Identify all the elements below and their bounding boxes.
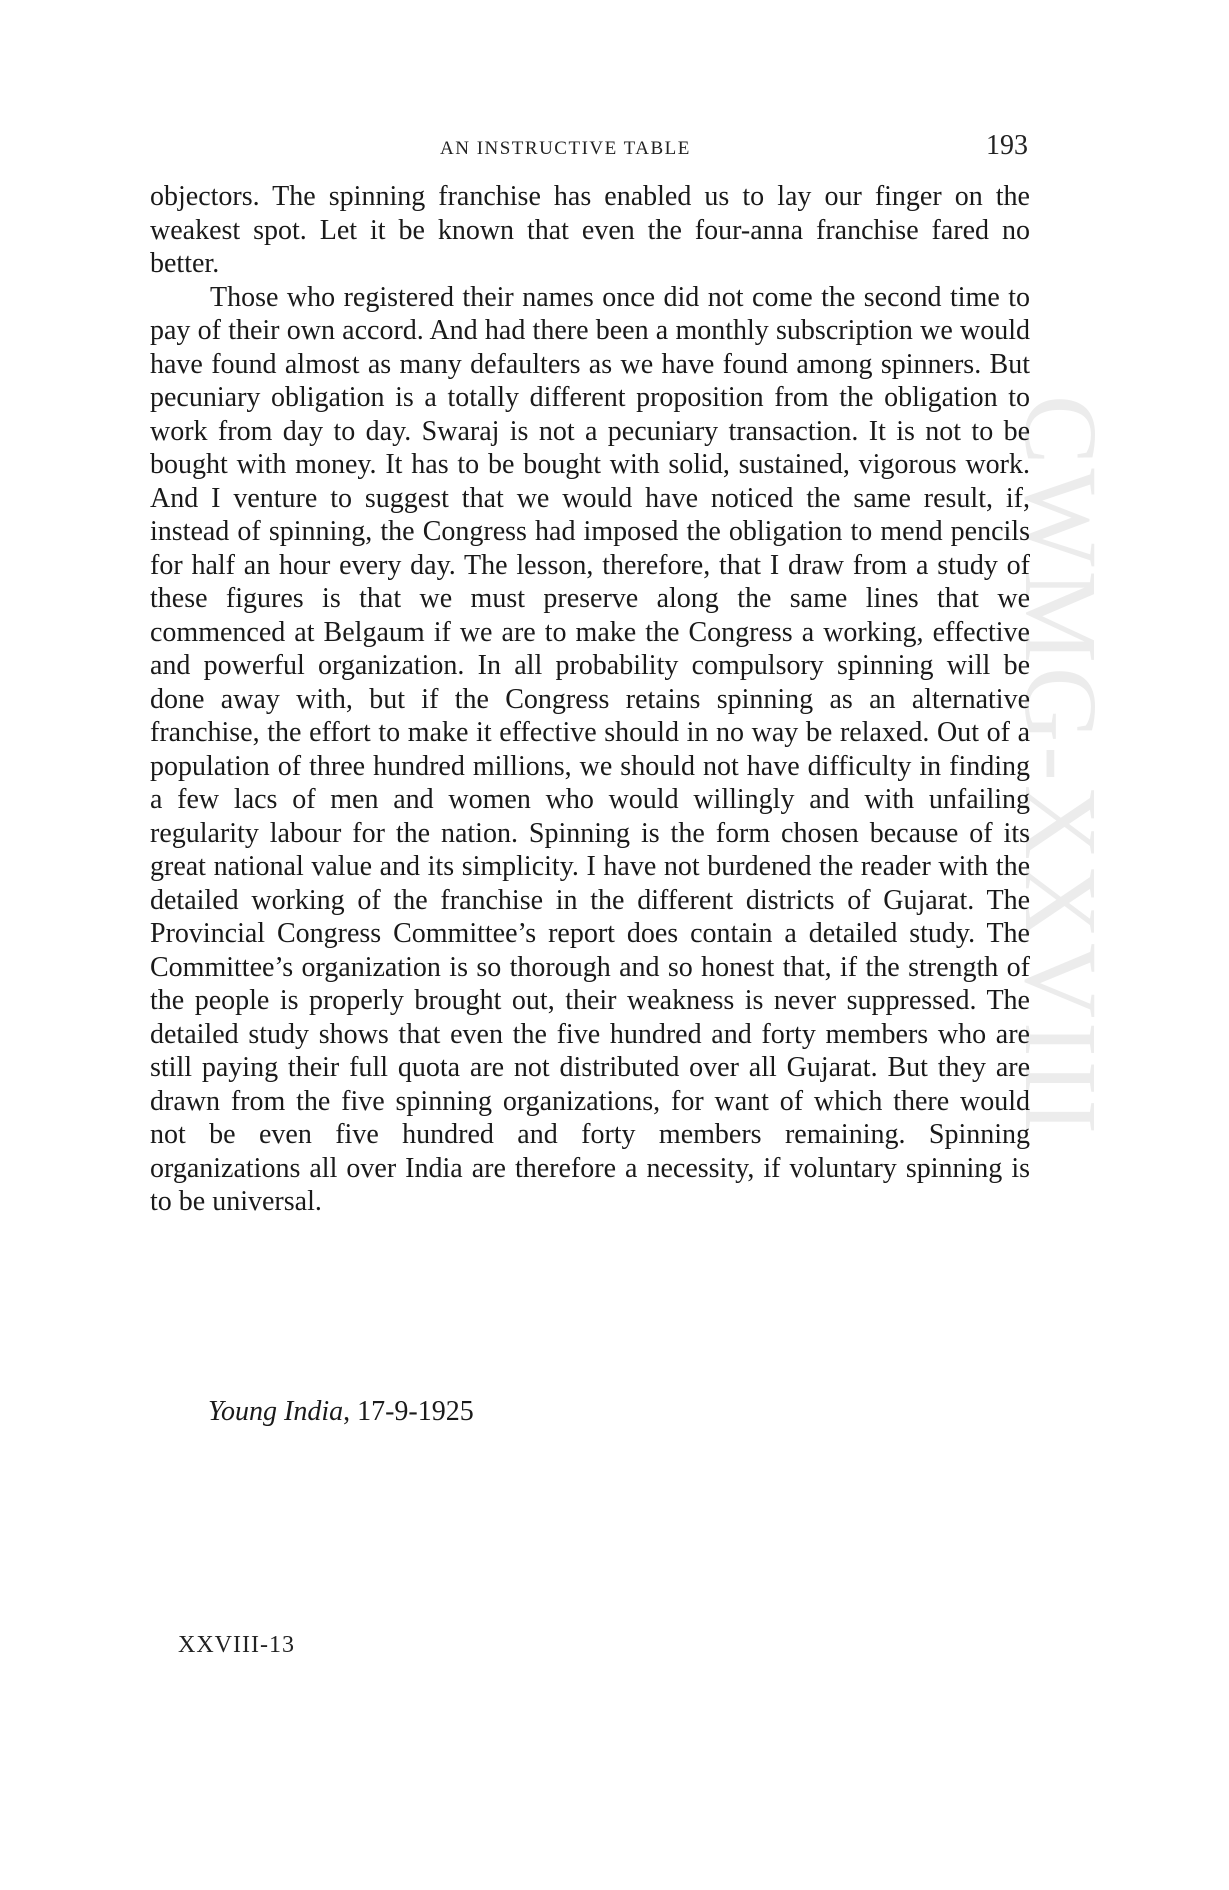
page-number: 193 xyxy=(986,130,1028,161)
source-citation xyxy=(208,1395,474,1429)
signature-mark: XXVIII-13 xyxy=(178,1632,295,1658)
source-date: 17-9-1925 xyxy=(357,1396,474,1427)
watermark-text: CWMG-XXVIII xyxy=(1003,395,1118,1138)
source-separator: , xyxy=(343,1396,358,1427)
paragraph-continuation: objectors. The spinning franchise has enabled us to lay our finger on the weakest spot. Let it be known that even the four-anna franchise fared no better. xyxy=(150,181,1030,279)
running-head: AN INSTRUCTIVE TABLE xyxy=(440,138,691,159)
body-text xyxy=(150,180,1030,1219)
source-publication: Young India xyxy=(208,1396,344,1427)
paragraph: Those who registered their names once did not come the second time to pay of their own accord. And had there been a monthly subscription we would have found almost as many defaulters as we have found among spinners. But pecuniary obligation is a totally different proposition from the obligation to work from day to day. Swaraj is not a pecuniary transaction. It is not to be bought with money. It has to be bought with solid, sustained, vigorous work. And I venture to suggest that we would have noticed the same result, if, instead of spinning, the Congress had imposed the obligation to mend pencils for half an hour every day. The lesson, therefore, that I draw from a study of these figures is that we must preserve along the same lines that we commenced at Belgaum if we are to make the Congress a working, effective and powerful organization. In all probability compulsory spinning will be done away with, but if the Congress retains spinning as an alternative franchise, the effort to make it effective should in no way be relaxed. Out of a population of three hundred millions, we should not have difficulty in finding a few lacs of men and women who would willingly and with unfailing regularity labour for the nation. Spinning is the form chosen because of its great national value and its simplicity. I have not burdened the reader with the detailed working of the franchise in the different districts of Gujarat. The Provincial Congress Committee’s report does contain a detailed study. The Committee’s organization is so thorough and so honest that, if the strength of the people is properly brought out, their weakness is never suppressed. The detailed study shows that even the five hundred and forty members who are still paying their full quota are not distributed over all Gujarat. But they are drawn from the five spinning organizations, for want of which there would not be even five hundred and forty members remaining. Spinning organizations all over India are therefore a necessity, if voluntary spinning is to be universal. xyxy=(150,281,1030,1217)
page-header xyxy=(148,130,1028,170)
